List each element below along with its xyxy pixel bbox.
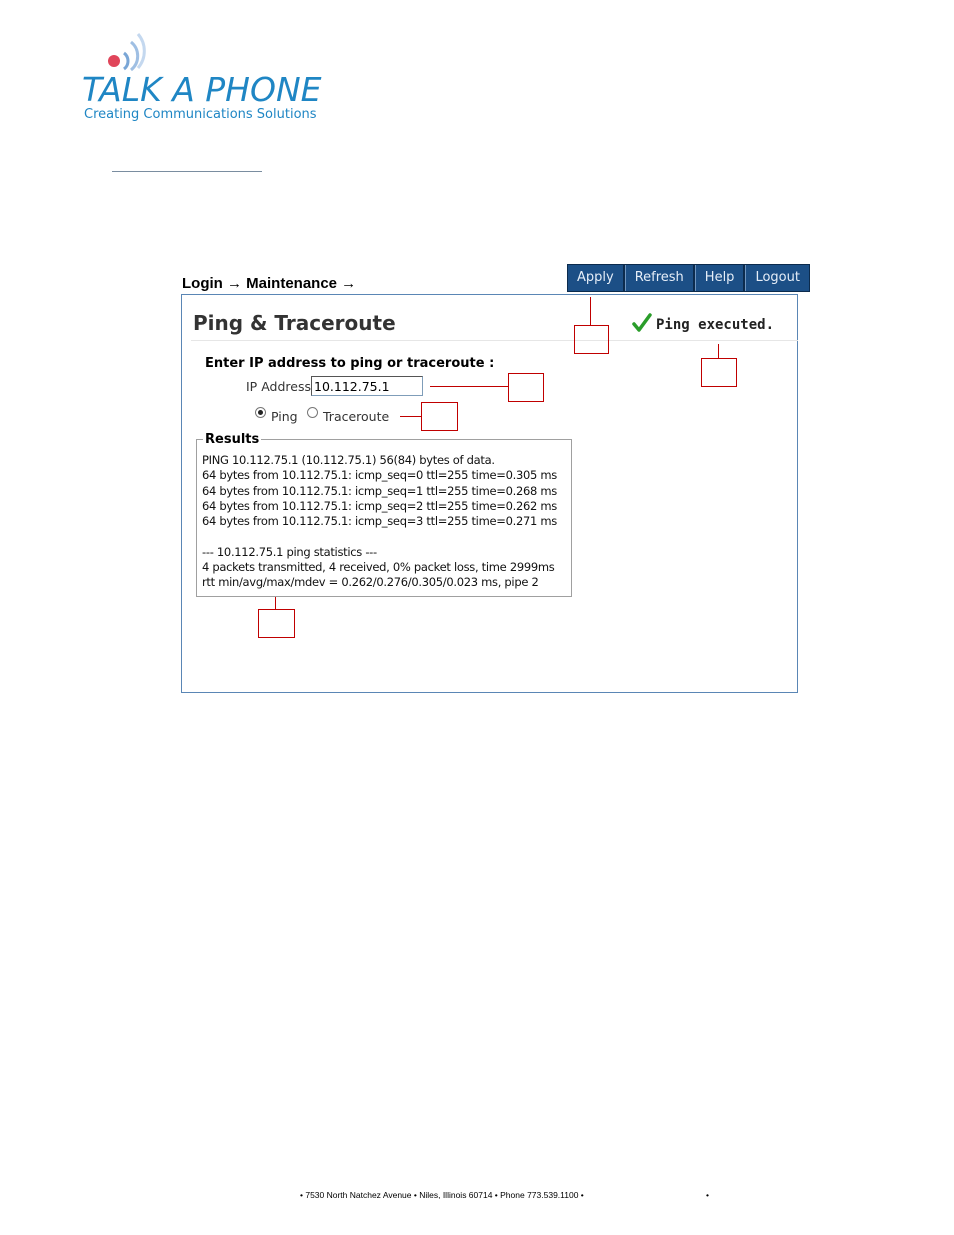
callout-box-results [258,609,295,638]
help-button[interactable]: Help [695,265,744,291]
ping-radio-label[interactable]: Ping [271,409,298,424]
results-legend: Results [205,432,260,447]
title-divider [191,340,798,341]
callout-line-results [275,597,276,609]
logo-title: TALK A PHONE [82,70,322,109]
callout-line-status [718,344,719,358]
callout-line-apply [590,297,591,325]
refresh-button[interactable]: Refresh [625,265,693,291]
callout-line-ip [430,386,509,387]
callout-box-ip [508,373,544,402]
ip-address-input[interactable] [311,376,423,396]
page-title: Ping & Traceroute [193,311,396,335]
callout-box-status [701,358,737,387]
apply-button[interactable]: Apply [568,265,623,291]
callout-box-apply [574,325,609,354]
logo-tagline: Creating Communications Solutions [84,107,317,122]
status-message: Ping executed. [656,317,775,333]
toolbar [567,264,810,292]
ping-radio[interactable] [255,407,266,418]
footer-bullet: • [706,1190,709,1200]
callout-line-mode [400,416,422,417]
breadcrumb: Login → Maintenance → [182,275,357,292]
checkmark-icon [632,313,652,333]
header-divider [112,171,262,172]
ip-address-label: IP Address [246,379,311,394]
ip-prompt: Enter IP address to ping or traceroute : [205,356,495,371]
logout-button[interactable]: Logout [745,265,809,291]
results-output: PING 10.112.75.1 (10.112.75.1) 56(84) bytes of data. 64 bytes from 10.112.75.1: icmp_seq=0 ttl=255 time=0.305 ms 64 bytes from 10.112.75.1: icmp_seq=1 ttl=255 time=0.268 ms 64 bytes from 10.112.75.1: icmp_seq=2 ttl=255 time=0.262 ms 64 bytes from 10.112.75.1: icmp_seq=3 ttl=255 time=0.271 ms --- 10.112.75.1 ping statistics --- 4 packets transmitted, 4 received, 0% packet loss, time 2999ms rtt min/avg/max/mdev = 0.262/0.276/0.305/0.023 ms, pipe 2 [202,453,557,590]
traceroute-radio[interactable] [307,407,318,418]
traceroute-radio-label[interactable]: Traceroute [323,409,390,424]
callout-box-mode [421,402,458,431]
footer-address: • 7530 North Natchez Avenue • Niles, Illinois 60714 • Phone 773.539.1100 • [300,1190,584,1200]
signal-waves-icon [104,32,160,74]
